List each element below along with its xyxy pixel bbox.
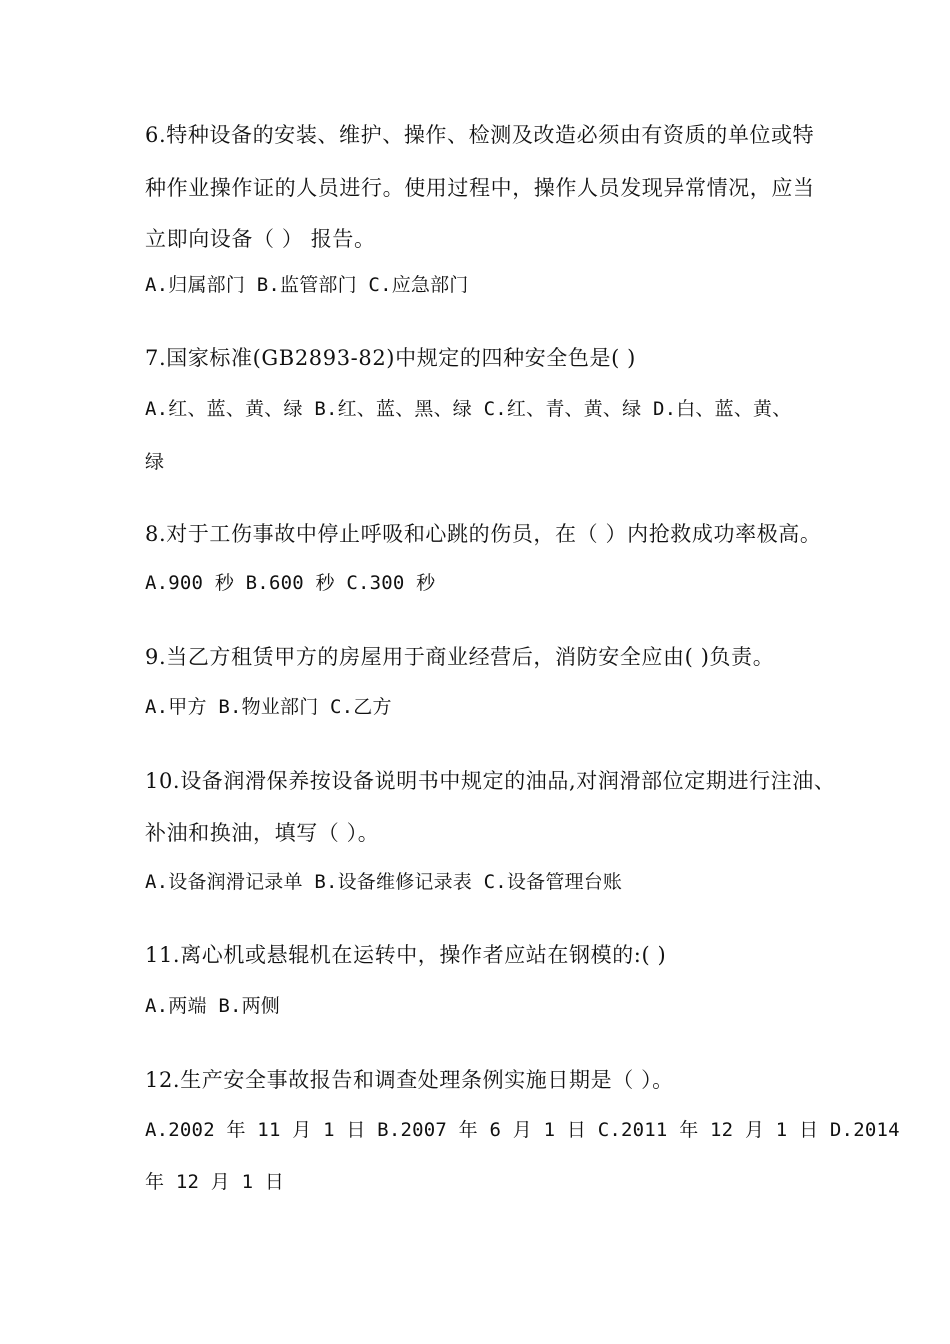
question-10-stem-line-1: 10.设备润滑保养按设备说明书中规定的油品,对润滑部位定期进行注油、 — [145, 769, 836, 793]
question-8-options: A.900 秒 B.600 秒 C.300 秒 — [145, 572, 436, 594]
question-6-stem-line-2: 种作业操作证的人员进行。使用过程中，操作人员发现异常情况，应当 — [145, 176, 815, 200]
question-7-options-line-1: A.红、蓝、黄、绿 B.红、蓝、黑、绿 C.红、青、黄、绿 D.白、蓝、黄、 — [145, 398, 792, 420]
question-6-options: A.归属部门 B.监管部门 C.应急部门 — [145, 274, 469, 296]
question-10-options: A.设备润滑记录单 B.设备维修记录表 C.设备管理台账 — [145, 871, 623, 893]
question-12-options-line-2: 年 12 月 1 日 — [145, 1171, 285, 1193]
question-9-stem: 9.当乙方租赁甲方的房屋用于商业经营后，消防安全应由( )负责。 — [145, 645, 775, 669]
question-6-stem-line-3: 立即向设备（ ） 报告。 — [145, 227, 376, 251]
question-11-stem: 11.离心机或悬辊机在运转中，操作者应站在钢模的:( ) — [145, 943, 667, 967]
question-9-options: A.甲方 B.物业部门 C.乙方 — [145, 696, 392, 718]
question-6-stem-line-1: 6.特种设备的安装、维护、操作、检测及改造必须由有资质的单位或特 — [145, 123, 815, 147]
question-12-stem: 12.生产安全事故报告和调查处理条例实施日期是（ ）。 — [145, 1068, 674, 1092]
question-7-options-line-2: 绿 — [145, 451, 165, 473]
question-10-stem-line-2: 补油和换油，填写（ ）。 — [145, 821, 380, 845]
question-12-options-line-1: A.2002 年 11 月 1 日 B.2007 年 6 月 1 日 C.2011 年 12 月 1 日 D.2014 — [145, 1119, 900, 1141]
question-7-stem: 7.国家标准(GB2893-82)中规定的四种安全色是( ) — [145, 346, 636, 370]
question-8-stem: 8.对于工伤事故中停止呼吸和心跳的伤员，在（ ）内抢救成功率极高。 — [145, 522, 822, 546]
question-11-options: A.两端 B.两侧 — [145, 995, 280, 1017]
